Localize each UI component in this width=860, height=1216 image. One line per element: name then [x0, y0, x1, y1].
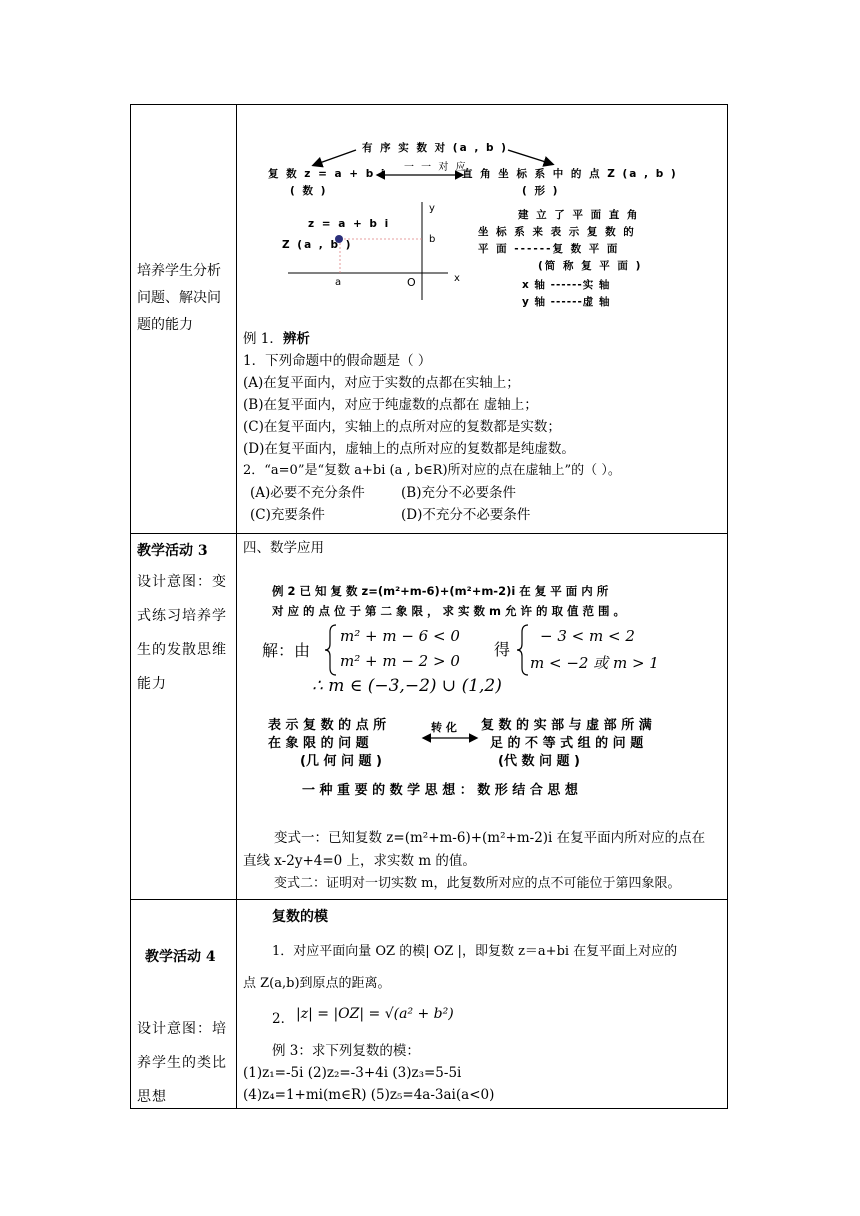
desc-line-4: (简 称 复 平 面 ) [538, 260, 643, 272]
point-z-label: 直 角 坐 标 系 中 的 点 Z (a , b ) [462, 168, 678, 180]
activity3-title: 教学活动 3 [137, 543, 208, 559]
modulus-formula: |z| = |OZ| = √(a² + b²) [296, 1006, 454, 1022]
example1-prefix: 例 1． [243, 331, 283, 347]
shape-note: ( 形 ) [522, 185, 560, 197]
variant2: 变式二：证明对一切实数 m，此复数所对应的点不可能位于第四象限。 [274, 876, 681, 891]
real-axis-line: x 轴 ------实 轴 [522, 279, 611, 291]
modulus-point1-line1: 1．对应平面向量 OZ 的模| OZ |，即复数 z＝a+bi 在复平面上对应的 [272, 944, 678, 959]
variant1-line2: 直线 x-2y+4=0 上，求实数 m 的值。 [243, 853, 476, 869]
q1-option-b: (B)在复平面内，对应于纯虚数的点都在 虚轴上； [243, 397, 538, 413]
geometric-box-line3: (几 何 问 题 ) [300, 754, 382, 769]
table-border-top [130, 104, 728, 105]
q1-option-c: (C)在复平面内，实轴上的点所对应的复数都是实数； [243, 419, 561, 435]
q1-option-a: (A)在复平面内，对应于实数的点都在实轴上； [243, 375, 520, 391]
variant1-line1: 变式一：已知复数 z=(m²+m-6)+(m²+m-2)i 在复平面内所对应的点在 [274, 830, 706, 846]
modulus-point2-prefix: 2． [272, 1011, 295, 1027]
desc-line-3: 平 面 ------复 数 平 面 [478, 243, 620, 255]
activity4-title: 教学活动 4 [145, 949, 216, 965]
solution-prefix: 解：由 [262, 641, 311, 660]
example1-title [243, 328, 310, 350]
example3-title: 例 3：求下列复数的模： [272, 1043, 420, 1059]
activity4-desc: 设计意图：培养学生的类比思想 [137, 1021, 227, 1105]
algebraic-box-line1: 复 数 的 实 部 与 虚 部 所 满 [481, 718, 652, 733]
tick-a-label: a [335, 277, 342, 288]
inequality-2: m² + m − 2 > 0 [340, 652, 460, 670]
imag-axis-line: y 轴 ------虚 轴 [522, 296, 611, 308]
example2-line1: 例 2 已 知 复 数 z=(m²+m-6)+(m²+m-2)i 在 复 平 面 内 所 [272, 584, 609, 598]
inequality-1: m² + m − 6 < 0 [340, 627, 460, 645]
ordered-pair-label: 有 序 实 数 对 (a , b ) [362, 142, 508, 154]
table-border-right [727, 104, 728, 1109]
q2-option-d: (D)不充分不必要条件 [401, 507, 531, 523]
row-divider-1 [130, 533, 728, 534]
therefore-word: 得 [494, 640, 511, 659]
desc-line-2: 坐 标 系 来 表 示 复 数 的 [478, 226, 636, 238]
q2-stem: 2．“a=0”是“复数 a+bi (a , b∈R)所对应的点在虚轴上”的（ ）。 [243, 463, 621, 478]
z-equals-label: z = a + b i [308, 218, 391, 230]
axis-x-label: x [454, 273, 460, 284]
transform-label: 转 化 [431, 721, 457, 734]
modulus-point1-line2: 点 Z(a,b)到原点的距离。 [243, 976, 391, 991]
algebraic-box-line3: (代 数 问 题 ) [498, 754, 580, 769]
point-Z-label: Z (a , b ) [282, 239, 353, 251]
one-to-one-label: 一 一 对 应 [404, 162, 468, 173]
math-idea: 一 种 重 要 的 数 学 思 想 ： 数 形 结 合 思 想 [302, 783, 578, 798]
q1-option-d: (D)在复平面内，虚轴上的点所对应的复数都是纯虚数。 [243, 441, 575, 457]
axis-y-label: y [429, 203, 435, 214]
geometric-box-line2: 在 象 限 的 问 题 [268, 736, 369, 751]
example1-bold: 辨析 [282, 331, 310, 347]
right-brace [516, 624, 530, 676]
example2-line2: 对 应 的 点 位 于 第 二 象 限 ， 求 实 数 m 允 许 的 取 值 范 围 。 [272, 604, 626, 618]
example3-items-1: (1)z₁=-5i (2)z₂=-3+4i (3)z₃=5-5i [243, 1065, 462, 1081]
desc-line-1: 建 立 了 平 面 直 角 [518, 209, 640, 221]
modulus-title: 复数的模 [272, 909, 328, 925]
row-divider-2 [130, 899, 728, 900]
activity3-desc: 设计意图：变式练习培养学生的发散思维能力 [137, 574, 227, 692]
geometric-box-line1: 表 示 复 数 的 点 所 [268, 718, 387, 733]
number-note: ( 数 ) [290, 185, 328, 197]
q1-stem: 1．下列命题中的假命题是（ ） [243, 353, 432, 369]
q2-option-a: (A)必要不充分条件 [250, 485, 365, 501]
row1-left-label: 培养学生分析问题、解决问题的能力 [137, 263, 221, 333]
left-brace [324, 624, 338, 676]
algebraic-box-line2: 足 的 不 等 式 组 的 问 题 [490, 736, 644, 751]
table-border-left [130, 104, 131, 1109]
result-2: m < −2 或 m > 1 [530, 654, 659, 672]
example3-items-2: (4)z₄=1+mi(m∈R) (5)z₅=4a-3ai(a<0) [243, 1087, 495, 1103]
q2-option-c: (C)充要条件 [250, 507, 325, 523]
origin-label: O [407, 276, 416, 289]
transform-arrow [420, 732, 480, 744]
section-title: 四、数学应用 [243, 540, 324, 556]
result-1: − 3 < m < 2 [540, 627, 635, 645]
conclusion: ∴ m ∈ (−3,−2) ∪ (1,2) [312, 676, 502, 696]
q2-option-b: (B)充分不必要条件 [401, 485, 516, 501]
complex-z-label: 复 数 z = a + b i [268, 168, 387, 180]
tick-b-label: b [429, 234, 436, 245]
